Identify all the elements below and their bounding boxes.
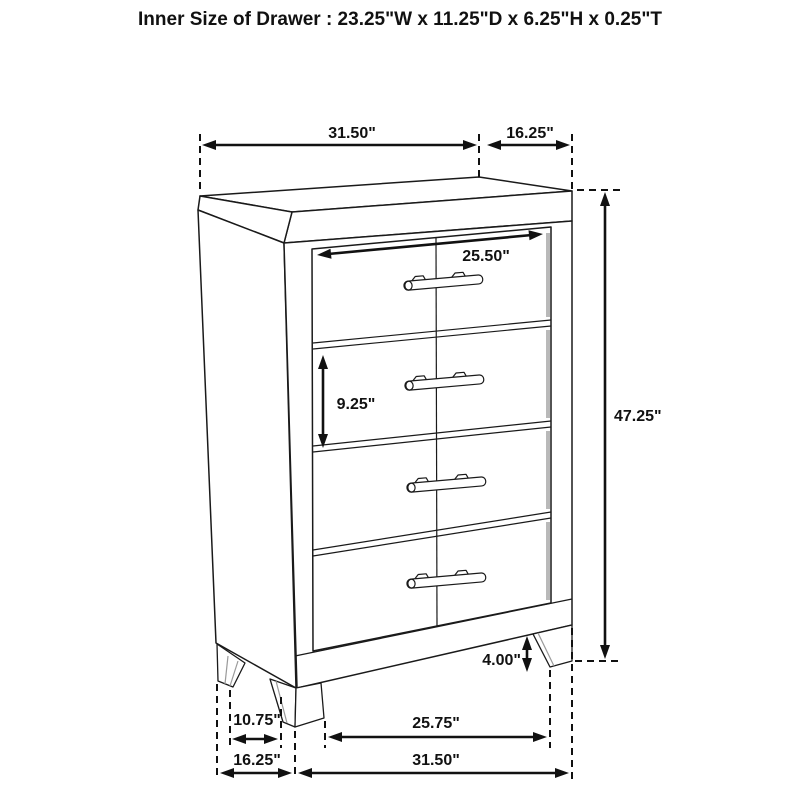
dim-label-drawer-width: 25.50" [462,248,510,265]
dim-label-overall-height: 47.25" [614,408,662,425]
dim-label-top-depth: 16.25" [506,125,554,142]
dim-label-base-inner-width: 25.75" [412,715,460,732]
dim-label-leg-height: 4.00" [482,652,521,669]
dim-arrow-base-depth [220,768,292,778]
dim-arrow-base-inner-width [328,732,547,742]
dim-arrow-base-inner-depth [232,734,278,744]
front-face [284,221,572,688]
chest-drawing [198,177,572,727]
dim-label-base-inner-depth: 10.75" [233,712,281,729]
side-panel [198,210,296,688]
dim-label-top-width: 31.50" [328,125,376,142]
dim-label-base-depth: 16.25" [233,752,281,769]
dim-label-drawer-height: 9.25" [336,396,376,413]
dim-label-base-width: 31.50" [412,752,460,769]
diagram-title: Inner Size of Drawer : 23.25"W x 11.25"D x 6.25"H x 0.25"T [138,9,662,30]
dim-arrow-leg-height [522,636,532,672]
dim-arrow-overall-height [600,192,610,659]
dim-arrow-base-width [298,768,569,778]
